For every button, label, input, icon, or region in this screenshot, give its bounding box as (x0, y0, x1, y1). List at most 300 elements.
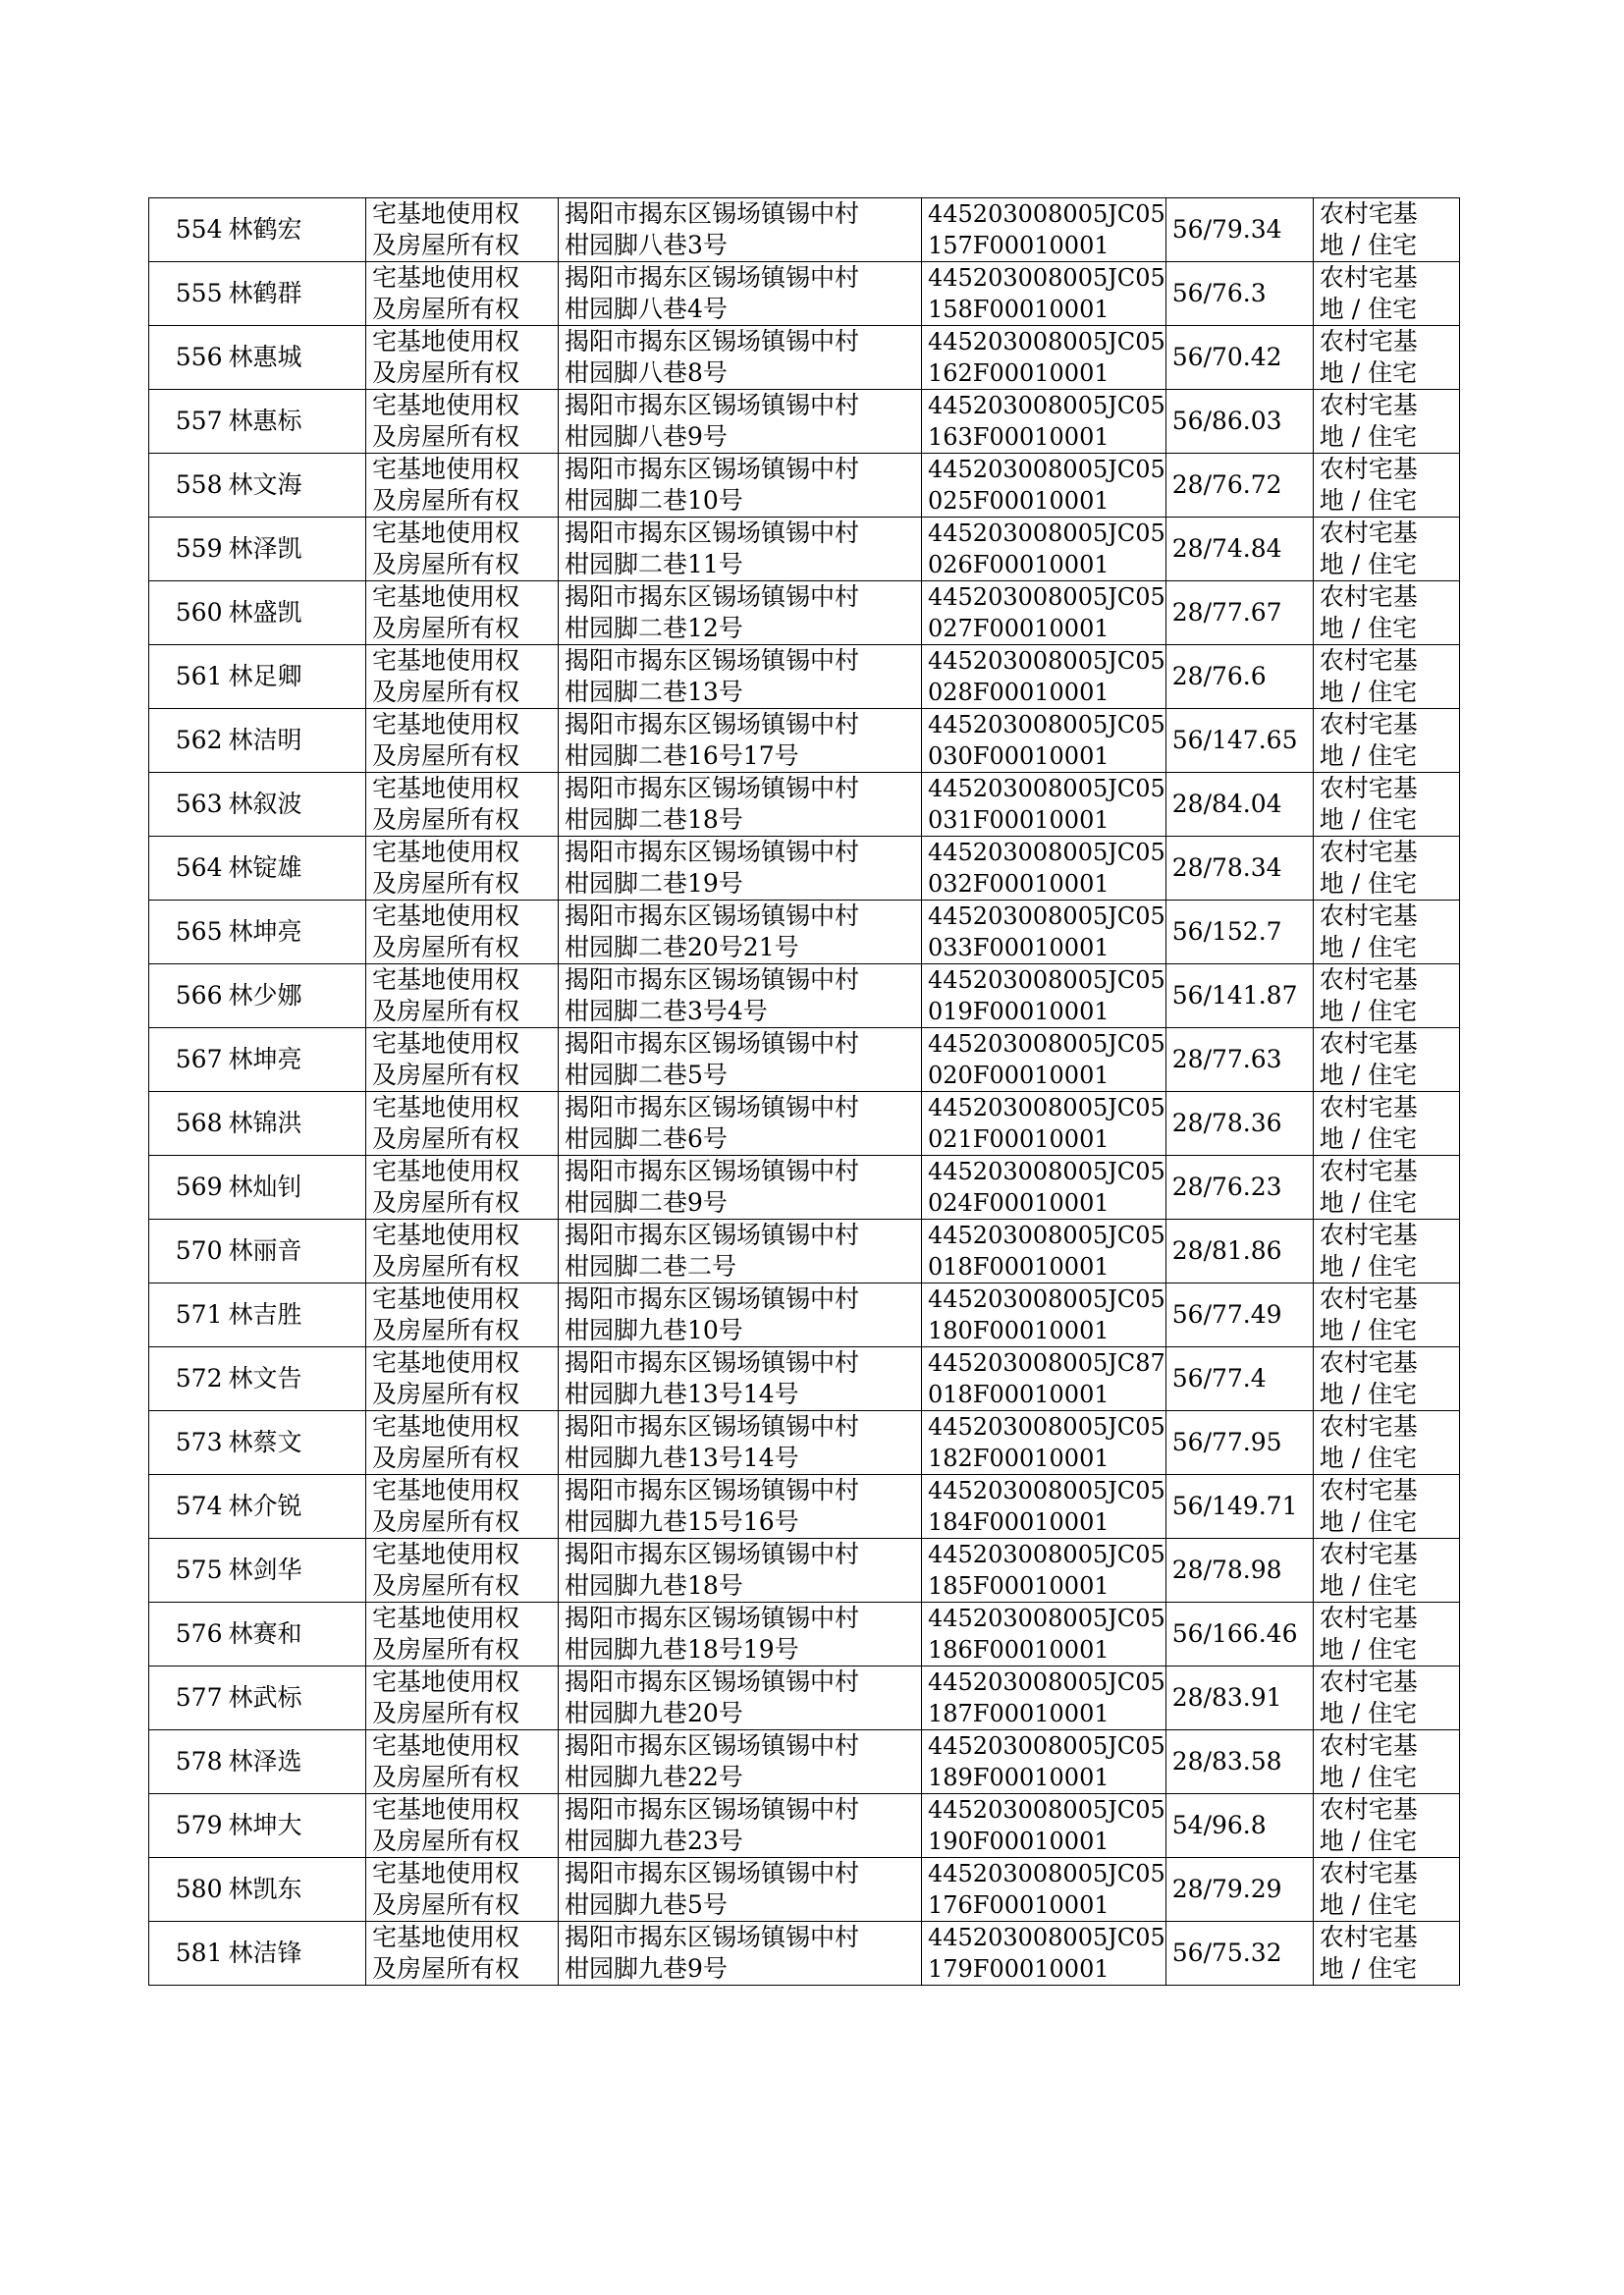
right-type-line: 及房屋所有权 (372, 422, 520, 451)
area-value-cell: 54/96.8 (1165, 1794, 1313, 1858)
land-use-cell (1313, 1667, 1459, 1730)
property-code-line: 021F00010001 (928, 1125, 1110, 1153)
property-code-cell (922, 326, 1166, 390)
right-type-line: 宅基地使用权 (372, 1604, 520, 1632)
property-code-line: 445203008005JC05 (928, 775, 1165, 802)
land-use-line: 农村宅基 (1319, 1093, 1418, 1121)
right-type-line: 及房屋所有权 (372, 1699, 520, 1727)
property-code-line: 027F00010001 (928, 615, 1110, 642)
land-use-cell (1313, 518, 1459, 581)
land-use-line: 农村宅基 (1319, 1859, 1418, 1887)
right-type-line: 宅基地使用权 (372, 519, 520, 547)
property-address-cell (559, 1858, 922, 1922)
property-code-cell (922, 1411, 1166, 1475)
land-use-line: 地 / 住宅 (1319, 358, 1418, 387)
owner-name-cell: 林武标 (226, 1667, 366, 1730)
owner-name-cell: 林少娜 (226, 964, 366, 1028)
table-row (149, 964, 1460, 1028)
property-code-line: 158F00010001 (928, 296, 1110, 323)
property-address-line: 揭阳市揭东区锡场镇锡中村 (565, 646, 860, 675)
right-type-line: 及房屋所有权 (372, 358, 520, 387)
property-address-cell (559, 518, 922, 581)
property-address-cell (559, 262, 922, 326)
property-address-line: 柑园脚二巷12号 (565, 614, 743, 642)
right-type-cell (366, 964, 559, 1028)
right-type-line: 宅基地使用权 (372, 1093, 520, 1121)
owner-name-cell: 林灿钊 (226, 1156, 366, 1220)
table-row (149, 1220, 1460, 1284)
property-code-line: 162F00010001 (928, 359, 1110, 387)
land-use-line: 地 / 住宅 (1319, 933, 1418, 961)
right-type-line: 宅基地使用权 (372, 646, 520, 675)
right-type-cell (366, 1347, 559, 1411)
land-use-line: 地 / 住宅 (1319, 1890, 1418, 1919)
right-type-line: 宅基地使用权 (372, 1667, 520, 1696)
row-number-cell: 565 (149, 901, 226, 964)
table-row (149, 262, 1460, 326)
property-address-cell (559, 773, 922, 837)
table-row (149, 1347, 1460, 1411)
property-address-line: 柑园脚二巷3号4号 (565, 997, 768, 1025)
property-address-cell (559, 1411, 922, 1475)
property-address-line: 柑园脚二巷19号 (565, 869, 743, 898)
owner-name-cell: 林剑华 (226, 1539, 366, 1603)
area-value-cell: 28/74.84 (1165, 518, 1313, 581)
property-address-line: 柑园脚九巷20号 (565, 1699, 743, 1727)
table-row (149, 581, 1460, 645)
land-use-line: 农村宅基 (1319, 455, 1418, 483)
right-type-cell (366, 709, 559, 773)
land-use-line: 地 / 住宅 (1319, 231, 1418, 259)
right-type-cell (366, 773, 559, 837)
right-type-line: 宅基地使用权 (372, 1029, 520, 1058)
table-row (149, 837, 1460, 901)
owner-name-cell: 林丽音 (226, 1220, 366, 1284)
row-number-cell: 557 (149, 390, 226, 454)
land-use-line: 地 / 住宅 (1319, 1954, 1418, 1983)
row-number-cell: 566 (149, 964, 226, 1028)
property-code-line: 024F00010001 (928, 1189, 1110, 1217)
property-address-cell (559, 1603, 922, 1667)
row-number-cell: 575 (149, 1539, 226, 1603)
property-address-line: 揭阳市揭东区锡场镇锡中村 (565, 838, 860, 866)
area-value-cell: 28/76.6 (1165, 645, 1313, 709)
right-type-line: 及房屋所有权 (372, 1444, 520, 1472)
land-use-cell (1313, 1730, 1459, 1794)
table-row (149, 1475, 1460, 1539)
owner-name-cell: 林坤亮 (226, 1028, 366, 1092)
property-code-line: 157F00010001 (928, 232, 1110, 259)
owner-name-cell: 林洁锋 (226, 1922, 366, 1986)
property-address-cell (559, 326, 922, 390)
property-code-line: 445203008005JC05 (928, 328, 1165, 355)
property-address-cell (559, 1794, 922, 1858)
property-address-line: 揭阳市揭东区锡场镇锡中村 (565, 582, 860, 611)
row-number-cell: 563 (149, 773, 226, 837)
right-type-line: 及房屋所有权 (372, 1188, 520, 1217)
property-address-line: 揭阳市揭东区锡场镇锡中村 (565, 902, 860, 930)
right-type-line: 及房屋所有权 (372, 1635, 520, 1664)
land-use-line: 地 / 住宅 (1319, 1507, 1418, 1536)
area-value-cell: 28/79.29 (1165, 1858, 1313, 1922)
property-address-line: 柑园脚九巷18号 (565, 1571, 743, 1600)
owner-name-cell: 林介锐 (226, 1475, 366, 1539)
land-use-line: 农村宅基 (1319, 710, 1418, 738)
table-row (149, 709, 1460, 773)
property-address-line: 揭阳市揭东区锡场镇锡中村 (565, 1221, 860, 1249)
right-type-line: 宅基地使用权 (372, 1221, 520, 1249)
property-code-cell (922, 1730, 1166, 1794)
area-value-cell: 56/79.34 (1165, 198, 1313, 262)
right-type-line: 及房屋所有权 (372, 741, 520, 770)
property-code-cell (922, 518, 1166, 581)
table-row (149, 1028, 1460, 1092)
property-address-line: 柑园脚二巷9号 (565, 1188, 728, 1217)
property-address-line: 柑园脚二巷16号17号 (565, 741, 799, 770)
land-use-line: 农村宅基 (1319, 1029, 1418, 1058)
right-type-line: 宅基地使用权 (372, 391, 520, 419)
land-use-line: 农村宅基 (1319, 965, 1418, 994)
property-address-line: 揭阳市揭东区锡场镇锡中村 (565, 263, 860, 292)
property-address-line: 柑园脚八巷9号 (565, 422, 728, 451)
right-type-line: 宅基地使用权 (372, 1731, 520, 1760)
land-use-line: 农村宅基 (1319, 1284, 1418, 1313)
right-type-line: 宅基地使用权 (372, 1476, 520, 1504)
right-type-line: 及房屋所有权 (372, 295, 520, 323)
land-use-line: 地 / 住宅 (1319, 1699, 1418, 1727)
owner-name-cell: 林盛凯 (226, 581, 366, 645)
right-type-cell (366, 1475, 559, 1539)
property-code-line: 018F00010001 (928, 1381, 1110, 1408)
property-code-line: 187F00010001 (928, 1700, 1110, 1727)
property-address-line: 揭阳市揭东区锡场镇锡中村 (565, 455, 860, 483)
right-type-line: 及房屋所有权 (372, 869, 520, 898)
area-value-cell: 56/75.32 (1165, 1922, 1313, 1986)
row-number-cell: 562 (149, 709, 226, 773)
right-type-line: 及房屋所有权 (372, 805, 520, 834)
property-code-line: 026F00010001 (928, 551, 1110, 578)
land-use-cell (1313, 262, 1459, 326)
land-use-cell (1313, 1603, 1459, 1667)
property-code-line: 186F00010001 (928, 1636, 1110, 1664)
right-type-cell (366, 1156, 559, 1220)
land-use-line: 农村宅基 (1319, 1604, 1418, 1632)
table-row (149, 1284, 1460, 1347)
area-value-cell: 56/141.87 (1165, 964, 1313, 1028)
property-code-cell (922, 1220, 1166, 1284)
owner-name-cell: 林文告 (226, 1347, 366, 1411)
land-use-line: 地 / 住宅 (1319, 1635, 1418, 1664)
property-address-line: 揭阳市揭东区锡场镇锡中村 (565, 1923, 860, 1951)
owner-name-cell: 林坤亮 (226, 901, 366, 964)
land-use-line: 农村宅基 (1319, 199, 1418, 228)
land-use-line: 农村宅基 (1319, 838, 1418, 866)
property-address-cell (559, 1539, 922, 1603)
property-address-line: 揭阳市揭东区锡场镇锡中村 (565, 1667, 860, 1696)
area-value-cell: 56/76.3 (1165, 262, 1313, 326)
owner-name-cell: 林惠标 (226, 390, 366, 454)
land-use-line: 地 / 住宅 (1319, 486, 1418, 515)
table-row (149, 1539, 1460, 1603)
property-address-line: 柑园脚二巷20号21号 (565, 933, 799, 961)
right-type-line: 及房屋所有权 (372, 1890, 520, 1919)
land-use-line: 地 / 住宅 (1319, 1061, 1418, 1089)
right-type-line: 及房屋所有权 (372, 933, 520, 961)
land-use-line: 农村宅基 (1319, 1731, 1418, 1760)
right-type-line: 宅基地使用权 (372, 902, 520, 930)
area-value-cell: 28/83.91 (1165, 1667, 1313, 1730)
right-type-line: 宅基地使用权 (372, 1412, 520, 1441)
row-number-cell: 577 (149, 1667, 226, 1730)
table-row (149, 518, 1460, 581)
property-address-line: 柑园脚九巷10号 (565, 1316, 743, 1344)
row-number-cell: 572 (149, 1347, 226, 1411)
land-use-line: 地 / 住宅 (1319, 741, 1418, 770)
land-use-cell (1313, 1858, 1459, 1922)
property-address-line: 揭阳市揭东区锡场镇锡中村 (565, 327, 860, 355)
right-type-line: 宅基地使用权 (372, 263, 520, 292)
right-type-line: 宅基地使用权 (372, 327, 520, 355)
property-address-cell (559, 390, 922, 454)
area-value-cell: 56/149.71 (1165, 1475, 1313, 1539)
right-type-cell (366, 1539, 559, 1603)
owner-name-cell: 林赛和 (226, 1603, 366, 1667)
property-code-cell (922, 1922, 1166, 1986)
property-address-cell (559, 1220, 922, 1284)
property-address-line: 揭阳市揭东区锡场镇锡中村 (565, 774, 860, 802)
row-number-cell: 576 (149, 1603, 226, 1667)
property-code-line: 033F00010001 (928, 934, 1110, 961)
owner-name-cell: 林鹤宏 (226, 198, 366, 262)
property-address-cell (559, 964, 922, 1028)
area-value-cell: 28/76.72 (1165, 454, 1313, 518)
land-use-line: 地 / 住宅 (1319, 869, 1418, 898)
area-value-cell: 28/77.67 (1165, 581, 1313, 645)
right-type-cell (366, 901, 559, 964)
right-type-line: 宅基地使用权 (372, 1348, 520, 1377)
property-code-line: 180F00010001 (928, 1317, 1110, 1344)
property-code-line: 031F00010001 (928, 806, 1110, 834)
row-number-cell: 555 (149, 262, 226, 326)
row-number-cell: 578 (149, 1730, 226, 1794)
land-use-line: 农村宅基 (1319, 902, 1418, 930)
records-table-body (149, 198, 1460, 1986)
right-type-line: 宅基地使用权 (372, 1157, 520, 1185)
row-number-cell: 568 (149, 1092, 226, 1156)
row-number-cell: 556 (149, 326, 226, 390)
land-use-cell (1313, 581, 1459, 645)
property-code-cell (922, 1156, 1166, 1220)
right-type-line: 宅基地使用权 (372, 582, 520, 611)
property-address-line: 揭阳市揭东区锡场镇锡中村 (565, 1859, 860, 1887)
property-address-line: 揭阳市揭东区锡场镇锡中村 (565, 1029, 860, 1058)
row-number-cell: 559 (149, 518, 226, 581)
property-address-line: 揭阳市揭东区锡场镇锡中村 (565, 710, 860, 738)
right-type-line: 及房屋所有权 (372, 678, 520, 706)
row-number-cell: 579 (149, 1794, 226, 1858)
property-code-line: 445203008005JC05 (928, 966, 1165, 994)
property-address-line: 揭阳市揭东区锡场镇锡中村 (565, 1093, 860, 1121)
land-use-line: 地 / 住宅 (1319, 295, 1418, 323)
property-code-cell (922, 964, 1166, 1028)
property-address-cell (559, 1922, 922, 1986)
property-address-cell (559, 901, 922, 964)
area-value-cell: 56/147.65 (1165, 709, 1313, 773)
owner-name-cell: 林叙波 (226, 773, 366, 837)
land-use-line: 农村宅基 (1319, 646, 1418, 675)
right-type-cell (366, 1411, 559, 1475)
land-use-line: 地 / 住宅 (1319, 1316, 1418, 1344)
row-number-cell: 570 (149, 1220, 226, 1284)
property-code-line: 190F00010001 (928, 1828, 1110, 1855)
row-number-cell: 560 (149, 581, 226, 645)
land-use-cell (1313, 837, 1459, 901)
property-address-line: 柑园脚九巷13号14号 (565, 1444, 799, 1472)
property-address-cell (559, 1028, 922, 1092)
property-code-line: 182F00010001 (928, 1445, 1110, 1472)
row-number-cell: 558 (149, 454, 226, 518)
right-type-line: 及房屋所有权 (372, 997, 520, 1025)
owner-name-cell: 林鹤群 (226, 262, 366, 326)
property-address-line: 柑园脚二巷18号 (565, 805, 743, 834)
property-code-cell (922, 1028, 1166, 1092)
property-address-line: 揭阳市揭东区锡场镇锡中村 (565, 1795, 860, 1824)
property-address-line: 柑园脚八巷8号 (565, 358, 728, 387)
property-address-line: 柑园脚九巷9号 (565, 1954, 728, 1983)
land-use-cell (1313, 1284, 1459, 1347)
land-use-line: 地 / 住宅 (1319, 1571, 1418, 1600)
area-value-cell: 28/83.58 (1165, 1730, 1313, 1794)
property-code-cell (922, 454, 1166, 518)
property-code-cell (922, 1667, 1166, 1730)
property-address-cell (559, 581, 922, 645)
owner-name-cell: 林坤大 (226, 1794, 366, 1858)
property-code-cell (922, 581, 1166, 645)
land-use-cell (1313, 390, 1459, 454)
land-use-cell (1313, 198, 1459, 262)
right-type-cell (366, 1028, 559, 1092)
property-code-line: 189F00010001 (928, 1764, 1110, 1791)
property-code-line: 445203008005JC05 (928, 583, 1165, 611)
property-code-line: 445203008005JC05 (928, 1605, 1165, 1632)
property-address-cell (559, 837, 922, 901)
right-type-line: 及房屋所有权 (372, 1061, 520, 1089)
right-type-cell (366, 1667, 559, 1730)
right-type-cell (366, 390, 559, 454)
property-address-line: 柑园脚九巷5号 (565, 1890, 728, 1919)
right-type-cell (366, 1220, 559, 1284)
land-use-line: 农村宅基 (1319, 1412, 1418, 1441)
land-use-line: 地 / 住宅 (1319, 1124, 1418, 1153)
property-address-cell (559, 1475, 922, 1539)
table-row (149, 198, 1460, 262)
row-number-cell: 580 (149, 1858, 226, 1922)
property-code-line: 445203008005JC05 (928, 1477, 1165, 1504)
property-address-line: 柑园脚二巷13号 (565, 678, 743, 706)
table-row (149, 1092, 1460, 1156)
property-address-cell (559, 454, 922, 518)
property-code-line: 445203008005JC05 (928, 1413, 1165, 1441)
land-use-line: 地 / 住宅 (1319, 1444, 1418, 1472)
table-row (149, 645, 1460, 709)
land-use-cell (1313, 645, 1459, 709)
property-code-line: 445203008005JC05 (928, 1222, 1165, 1249)
right-type-cell (366, 1092, 559, 1156)
property-code-line: 019F00010001 (928, 998, 1110, 1025)
owner-name-cell: 林锭雄 (226, 837, 366, 901)
area-value-cell: 28/77.63 (1165, 1028, 1313, 1092)
property-code-cell (922, 1794, 1166, 1858)
land-use-line: 地 / 住宅 (1319, 997, 1418, 1025)
row-number-cell: 571 (149, 1284, 226, 1347)
land-use-line: 地 / 住宅 (1319, 614, 1418, 642)
land-use-cell (1313, 326, 1459, 390)
land-use-line: 农村宅基 (1319, 391, 1418, 419)
property-code-line: 445203008005JC05 (928, 456, 1165, 483)
row-number-cell: 567 (149, 1028, 226, 1092)
records-table (148, 197, 1460, 1986)
property-code-line: 032F00010001 (928, 870, 1110, 898)
property-address-line: 揭阳市揭东区锡场镇锡中村 (565, 1731, 860, 1760)
property-code-line: 445203008005JC05 (928, 1924, 1165, 1951)
land-use-line: 农村宅基 (1319, 582, 1418, 611)
property-code-cell (922, 837, 1166, 901)
property-code-line: 445203008005JC05 (928, 1541, 1165, 1568)
row-number-cell: 564 (149, 837, 226, 901)
property-address-line: 揭阳市揭东区锡场镇锡中村 (565, 199, 860, 228)
property-address-line: 柑园脚九巷22号 (565, 1763, 743, 1791)
right-type-line: 及房屋所有权 (372, 486, 520, 515)
property-address-cell (559, 645, 922, 709)
property-code-line: 445203008005JC05 (928, 647, 1165, 675)
property-code-line: 185F00010001 (928, 1572, 1110, 1600)
land-use-line: 地 / 住宅 (1319, 678, 1418, 706)
property-code-line: 445203008005JC05 (928, 711, 1165, 738)
property-address-line: 柑园脚九巷18号19号 (565, 1635, 799, 1664)
property-code-cell (922, 1539, 1166, 1603)
area-value-cell: 28/78.98 (1165, 1539, 1313, 1603)
property-code-line: 445203008005JC05 (928, 1030, 1165, 1058)
land-use-line: 地 / 住宅 (1319, 550, 1418, 578)
property-code-line: 445203008005JC05 (928, 1094, 1165, 1121)
owner-name-cell: 林洁明 (226, 709, 366, 773)
land-use-cell (1313, 773, 1459, 837)
land-use-line: 农村宅基 (1319, 1540, 1418, 1568)
land-use-cell (1313, 1411, 1459, 1475)
land-use-cell (1313, 1347, 1459, 1411)
property-code-line: 445203008005JC05 (928, 1796, 1165, 1824)
right-type-line: 宅基地使用权 (372, 1540, 520, 1568)
land-use-line: 农村宅基 (1319, 1667, 1418, 1696)
property-address-line: 柑园脚九巷15号16号 (565, 1507, 799, 1536)
right-type-cell (366, 1730, 559, 1794)
table-row (149, 1730, 1460, 1794)
property-code-line: 025F00010001 (928, 487, 1110, 515)
property-address-cell (559, 1730, 922, 1794)
property-code-line: 445203008005JC05 (928, 1285, 1165, 1313)
right-type-line: 宅基地使用权 (372, 455, 520, 483)
land-use-cell (1313, 1156, 1459, 1220)
property-code-cell (922, 1347, 1166, 1411)
property-address-line: 揭阳市揭东区锡场镇锡中村 (565, 1476, 860, 1504)
right-type-line: 及房屋所有权 (372, 1124, 520, 1153)
land-use-line: 农村宅基 (1319, 1221, 1418, 1249)
property-code-line: 445203008005JC05 (928, 1668, 1165, 1696)
property-code-cell (922, 1092, 1166, 1156)
table-row (149, 773, 1460, 837)
land-use-cell (1313, 1922, 1459, 1986)
right-type-line: 宅基地使用权 (372, 774, 520, 802)
